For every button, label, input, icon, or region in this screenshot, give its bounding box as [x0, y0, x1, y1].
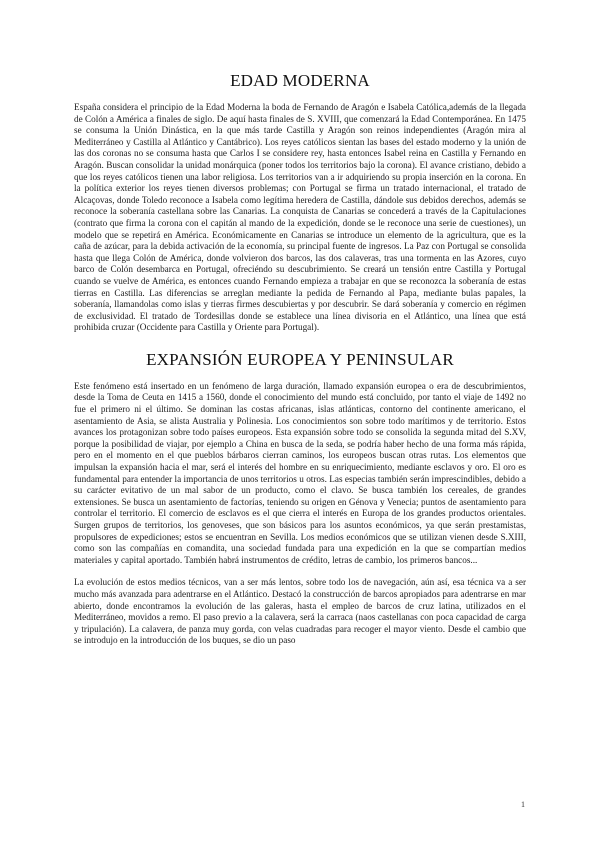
section-title-expansion-europea: EXPANSIÓN EUROPEA Y PENINSULAR: [146, 349, 454, 369]
section-title-edad-moderna: EDAD MODERNA: [230, 71, 370, 90]
paragraph-expansion-1: Este fenómeno está insertado en un fenómeno de larga duración, llamado expansión europea o era de descubrimientos, desde la Toma de Ceuta en 1415 a 1560, donde el conocimiento del mundo está concluido, por tanto el viaje de 1492 no fue el primero ni el último. Se dominan las costas africanas, islas atlánticas, contorno del continente americano, el asentamiento de Asia, se alista Australia y Polinesia. Los conocimientos son sobre todo marítimos y de territorio. Estos avances los protagonizan sobre todo países europeos. Esta expansión sobre todo se consolida la segunda mitad del S.XV, porque la posibilidad de viajar, por ejemplo a China en busca de la seda, se podría haber hecho de una forma más rápida, pero en el momento en el que pueblos bárbaros cierran caminos, los europeos buscan otras rutas. Los elementos que impulsan la expansión hacia el mar, será el interés del hombre en su enriquecimiento, mediante esclavos y oro. El oro es fundamental para entender la importancia de unos territorios u otros. Las especias también serán imprescindibles, debido a su carácter evitativo de un mal sabor de un producto, como el clavo. Se busca también los cereales, de grandes extensiones. Se busca un asentamiento de factorías, teniendo su origen en Génova y Venecia; puntos de asentamiento para controlar el territorio. El comercio de esclavos es el que cierra el interés en Europa de los grandes productos orientales. Surgen grupos de territorios, los genoveses, que son básicos para los asuntos económicos, ya que serán prestamistas, propulsores de expediciones; estos se encuentran en Sevilla. Los medios económicos que se utilizan vienen desde S.XIII, como son las compañías en comandita, una sociedad fundada para una expedición en la que se compartían medios materiales y capital aportado. También habrá instrumentos de crédito, letras de cambio, los primeros bancos...: [74, 380, 526, 565]
page-number: 1: [521, 800, 525, 809]
page-content: [74, 70, 526, 647]
paragraph-expansion-2: La evolución de estos medios técnicos, van a ser más lentos, sobre todo los de navegación, aún así, esa técnica va a ser mucho más avanzada para adentrarse en el Atlántico. Destacó la construcción de barcos apropiados para adentrarse en mar abierto, donde encontramos la evolución de las galeras, hasta el empleo de barcos de cruz latina, utilizados en el Mediterráneo, movidos a remo. El paso previo a la calavera, será la carraca (naos castellanas con poca capacidad de carga y tripulación). La calavera, de panza muy gorda, con velas cuadradas para recoger el mayor viento. Desde el cambio que se introdujo en la introducción de los buques, se dio un paso: [74, 577, 526, 646]
paragraph-edad-moderna: España considera el principio de la Edad Moderna la boda de Fernando de Aragón e Isabela Católica,además de la llegada de Colón a América a finales de siglo. De aquí hasta finales de S. XVIII, que comenzará la Edad Contemporánea. En 1475 se consuma la Unión Dinástica, en la que más tarde Castilla y Aragón son reinos independientes (Aragón mira al Mediterráneo y Castilla al Atlántico y Cantábrico). Los reyes católicos sientan las bases del estado moderno y la unión de las dos coronas no se consuma hasta que Carlos I se considere rey, hasta entonces Isabel reina en Castilla y Fernando en Aragón. Buscan consolidar la unidad monárquica (poner todos los territorios bajo la corona). El avance cristiano, debido a que los reyes católicos tienen una labor religiosa. Los territorios van a ir adquiriendo su propia inserción en la corona. En la política exterior los reyes tienen diversos problemas; con Portugal se firma un tratado internacional, el tratado de Alcaçovas, donde Toledo reconoce a Isabela como legítima heredera de Castilla, dándole sus debidos derechos, además se reconoce la soberanía castellana sobre las Canarias. La conquista de Canarias se concederá a través de la Capitulaciones (contrato que firma la corona con el capitán al mando de la expedición, donde se le reconoce una serie de cuestiones), un modelo que se repetirá en América. Económicamente en Canarias se introduce un elemento de la agricultura, que es la caña de azúcar, para la debida activación de la economía, su principal fuente de ingresos. La Paz con Portugal se consolida hasta que llega Colón de América, donde volvieron dos barcos, las dos calaveras, tras una tormenta en las Azores, cuyo barco de Colón desembarca en Portugal, ofreciéndo su descubrimiento. Se creará un tensión entre Castilla y Portugal cuando se vuelve de América, es entonces cuando Fernando empieza a trabajar en que se reconozca la soberanía de estas tierras en Castilla. Las diferencias se arreglan mediante la pedida de Fernando al Papa, mediante bulas papales, la soberanía, llamandolas como islas y tierras firmes descubiertas y por descubrir. Se dará soberanía y comercio en régimen de exclusividad. El tratado de Tordesillas donde se establece una línea divisoria en el Atlántico, una línea que está prohibida cruzar (Occidente para Castilla y Oriente para Portugal).: [74, 102, 526, 333]
